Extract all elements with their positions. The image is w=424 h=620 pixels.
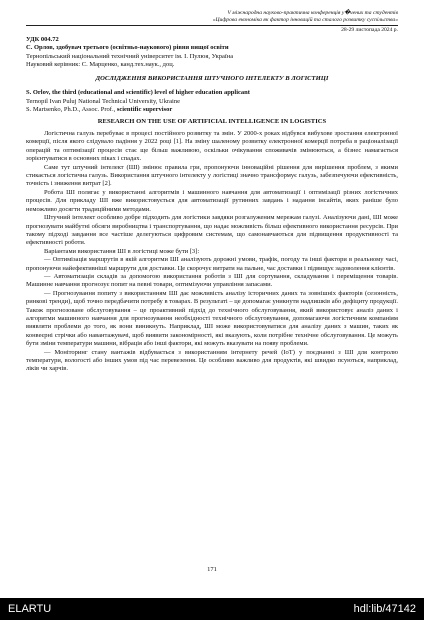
paragraph: Саме тут штучний інтелект (ШІ) змінює правила гри, пропонуючи інноваційні рішення для вирішення проблем, з якими стикається логістична галузь. Використання штучного інтелекту у логістиці значно трансформує галузь, забезпечуючи ефективність, точність і зниження витрат [2]. [26,163,398,188]
footer-handle: hdl:lib/47142 [353,603,416,615]
title-ua: ДОСЛІДЖЕННЯ ВИКОРИСТАННЯ ШТУЧНОГО ІНТЕЛЕКТУ В ЛОГІСТИЦІ [95,74,329,82]
list-item: — Моніторинг стану вантажів відбувається з використанням інтернету речей (IoT) у поєднанні з ШІ для контролю температури, вологості або інших умов під час перевезення. Це особливо важливо для продуктів, які швидко псуються, наприклад, ліків чи харчів. [26,348,398,373]
author-ua: С. Орлов, здобувач третього (освітньо-наукового) рівня вищої освіти [26,44,229,52]
supervisor-ua: Науковий керівник: С. Марценко, канд.тех.наук., доц. [26,61,175,69]
supervisor-en-name: S. Martsenko, Ph.D., Assoc. Prof., [26,106,117,114]
list-item: — Оптимізація маршрутів в якій алгоритми ШІ аналізують дорожні умови, трафік, погоду та інші фактори в реальному часі, пропонуючи найефективніші маршрути для доставки. Це скорочує витрати на пальне, час доставки і підвищує задоволення клієнтів. [26,256,398,272]
page-number: 171 [207,566,217,573]
author-en: S. Orlov, the third (educational and scientific) level of higher education applicant [26,89,250,97]
running-header [26,10,398,24]
supervisor-en-role: scientific supervisor [116,106,173,114]
header-rule [26,25,398,26]
paragraph: Робота ШІ полягає у використанні алгоритмів і машинного навчання для автоматизації і оптимізації різних логістичних процесів. Для прикладу ШІ вже використовується для автоматизації рутинних завдань і надання інсайтів, яких раніше було неможливо досягти традиційними методами. [26,188,398,213]
footer-repository-name: ELARTU [8,603,52,615]
header-conference: V міжнародна науково-практична конференція у�чених та студентів [227,10,398,16]
paragraph: Варіантами використання ШІ в логістиці може бути [3]: [44,247,200,255]
list-item: — Автоматизація складів за допомогою використання роботів з ШІ для сортування, складування і переміщення товарів. Машинне навчання прогнозує попит на певні товари, оптимізуючи управління запасами. [26,272,398,289]
list-item: — Прогнозування попиту з використанням ШІ дає можливість аналізу історичних даних та зовнішніх факторів (сезонність, ринкові тренди), щоб точно передбачити потребу в товарах. В результаті – це допомагає уникнути надлишків або дефіциту продукції. Також прогнозоване обслуговування – це проактивний підхід до технічного обслуговування, який використовує аналіз даних і алгоритми машинного навчання для прогнозування необхідності технічного обслуговування, допомагаючи логістичним компаніям виявляти проблеми до того, як вони виникнуть. Наприклад, ШІ може використовуватися для аналізу даних з машин, таких як конвеєрні стрічки або навантажувачі, щоб виявити закономірності, які вказують, коли потрібне технічне обслуговування. Це можуть бути зміни температури машини, вібрація або інші фактори, які можуть вказувати на появу проблеми. [26,289,398,348]
header-theme: «Цифрова економіка як фактор інновацій та сталого розвитку суспільства» [212,17,398,23]
title-en: RESEARCH ON THE USE OF ARTIFICIAL INTELLIGENCE IN LOGISTICS [97,118,327,126]
repository-footer [0,598,424,620]
paragraph: Штучний інтелект особливо добре підходить для логістики завдяки розгалуженим мережам галузі. Аналізуючи дані, ШІ може прогнозувати майбутні обсяги виробництва і транспортування, що надає можливість більш ефективного використання ресурсів. При такому підході завдання все частіше делегуються цифровим системам, що самонавчаються для підвищення продуктивності та ефективності роботи. [26,214,398,247]
article-body [26,130,398,374]
affiliation-en: Ternopil Ivan Puluj National Technical University, Ukraine [26,97,180,105]
udk-code: УДК 004.72 [26,36,59,43]
affiliation-ua: Тернопільський національний технічний університет ім. І. Пулюя, Україна [26,52,234,60]
header-date: 28-29 листопада 2024 р. [341,27,398,33]
paragraph: Логістична галузь перебуває в процесі постійного розвитку та змін. У 2000-х роках відбувся вибухове зростання електронної комерції, після якого слідувало падіння у 2022 році [1]. На зміну шаленому розвитку електронної комерції потреба в раціоналізації операцій та оптимізації процесів стає ще більш важливою, оскільки очікування споживачів змінюються, а бізнес намагається зорієнтуватися в основних піках і спадах. [26,130,398,163]
supervisor-en [26,106,398,114]
